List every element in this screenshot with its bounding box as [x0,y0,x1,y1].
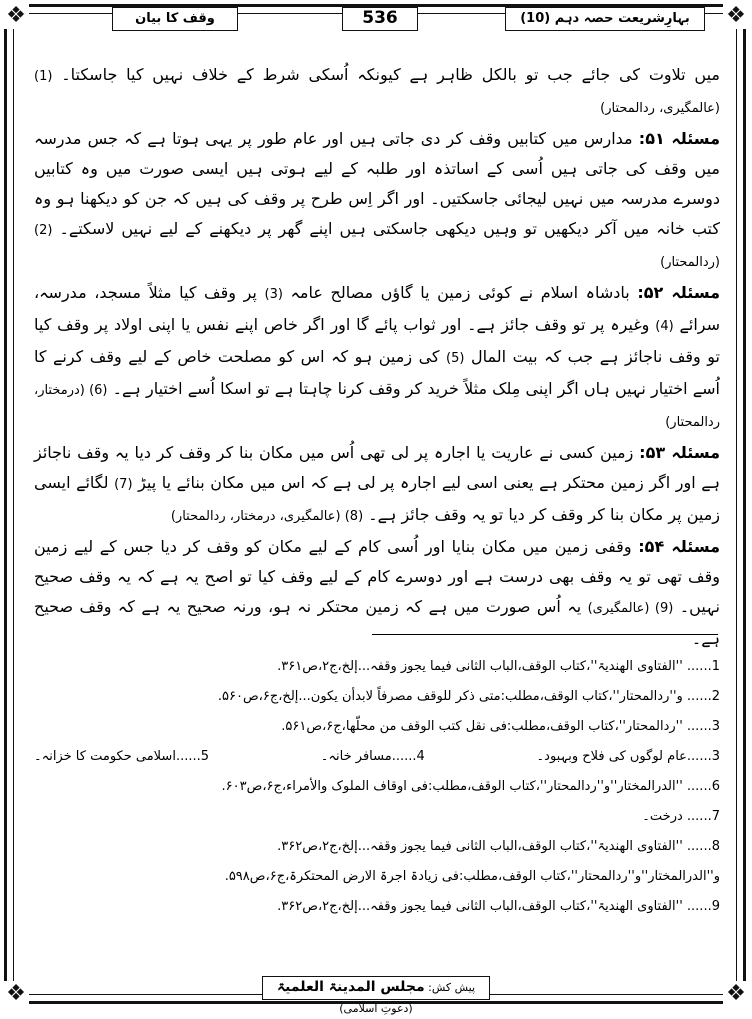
reference: (6) (درمختار، ردالمحتار) [34,383,720,430]
paragraph-intro [34,60,720,124]
masala-text: بادشاہ اسلام نے کوئی زمین یا گاؤں مصالح عامہ [290,283,630,302]
masala-text: یہ اُس صورت میں ہے کہ زمین محتکر نہ ہو، ورنہ صحیح یہ ہے کہ وقف صحیح ہے۔ [34,597,720,648]
footnote-item: 1...... ''الفتاوی الھندیۃ''،کتاب الوقف،الباب الثانی فیما یجوز وقفہ...إلخ،ج۲،ص۳۶۱. [277,659,720,674]
page-footer [262,976,490,1015]
footnotes [34,652,720,922]
footnote-item: 7...... درخت۔ [642,809,720,824]
reference: (1) (عالمگیری، ردالمحتار) [34,69,720,116]
masala-54 [34,532,720,654]
footnote-item: 6...... ''الدرالمختار''و''ردالمحتار''،کتاب الوقف،مطلب:فی اوقاف الملوک والأمراء،ج۶،ص۶۰۳. [221,779,720,794]
footnote-item: 3......عام لوگوں کی فلاح وبہبود۔ [536,749,720,764]
footnote-item: 3...... ''ردالمحتار''،کتاب الوقف،مطلب:فی نقل کتب الوقف من محلّھا،ج۶،ص۵۶۱. [281,719,720,734]
masala-text: زمین کسی نے عاریت یا اجارہ پر لی تھی اُس میں مکان بنا کر وقف کر دیا یہ وقف ناجائز ہے اور اگر زمین محتکر ہے یعنی اسی لیے اجارہ پر لی ہے کہ اس میں مکان بنائے یا پیڑ [34,443,721,492]
chapter-title: وقف کا بیان [112,7,238,31]
masala-label: مسئلہ ۵۳: [639,443,721,462]
page-number: 536 [342,7,418,31]
masala-text: پر وقف کیا مثلاً مسجد، مدرسہ، سرائے [34,283,720,334]
page-header [0,7,752,33]
footnote-item: 5......اسلامی حکومت کا خزانہ۔ [34,749,210,764]
footnote-marker: (5) [446,351,465,366]
masala-52 [34,278,720,438]
masala-text: لگائے ایسی زمین پر مکان بنا کر وقف کر دیا تو یہ وقف جائز ہے۔ [34,473,720,524]
masala-text: وغیرہ پر تو وقف جائز ہے۔ اور ثواب پائے گا اور اگر خاص اپنے نفس یا اپنی اولاد پر وقف کیا تو وقف ناجائز ہے جب کہ بیت المال [34,315,720,366]
footer-suffix: (دعوتِ اسلامی) [339,1002,413,1015]
masala-text: کی زمین ہو کہ اس کو مصلحت خاص کے لیے وقف کرنے کا اُسے اختیار نہیں ہاں اگر اپنی مِلک مثلاً خرید کر وقف کرنا چاہتا ہے تو اسکا اُسے اختیار ہے۔ [34,347,720,398]
footer-prefix: پیش کش: [428,981,476,994]
footnote-divider [372,634,718,635]
reference: (2) (ردالمحتار) [34,223,720,270]
paragraph-text: میں تلاوت کی جائے جب تو بالکل ظاہر ہے کیونکہ اُسکی شرط کے خلاف نہیں کیا جاسکتا۔ [61,65,721,84]
footnote-item: 8...... ''الفتاوی الھندیۃ''،کتاب الوقف،الباب الثانی فیما یجوز وقفہ...إلخ،ج۲،ص۳۶۲. [277,839,720,854]
masala-53 [34,438,720,532]
reference: (9) (عالمگیری) [587,601,674,616]
masala-51 [34,124,720,278]
corner-ornament-icon: ❖ [723,3,749,29]
reference: (8) (عالمگیری، درمختار، ردالمحتار) [170,509,364,524]
book-title: بہارِشریعت حصہ دہم (10) [505,7,705,31]
masala-label: مسئلہ ۵۱: [638,129,720,148]
publisher-name: مجلس المدینۃ العلمیۃ [276,979,425,995]
footnote-item: و''الدرالمختار''و''ردالمحتار''،کتاب الوقف،مطلب:فی زیادۃ اجرۃ الارض المحتکرۃ،ج۶،ص۵۹۸. [224,869,720,884]
footnote-item: 9...... ''الفتاوی الھندیۃ''،کتاب الوقف،الباب الثانی فیما یجوز وقفہ...إلخ،ج۲،ص۳۶۲. [277,899,720,914]
corner-ornament-icon: ❖ [3,3,29,29]
masala-label: مسئلہ ۵۲: [637,283,721,302]
masala-text: وقفی زمین میں مکان بنایا اور اُسی کام کے لیے مکان کو وقف کر دیا جس کے لیے زمین وقف تھی تو یہ وقف بھی درست ہے اور دوسرے کام کے لیے وقف کیا تو اصح یہ ہے کہ یہ وقف صحیح نہیں۔ [34,537,720,616]
footnote-row [34,742,720,772]
corner-ornament-icon: ❖ [3,981,29,1007]
footnote-marker: (4) [655,319,674,334]
footnote-marker: (3) [264,287,283,302]
main-text [34,60,720,654]
footnote-item: 2...... و''ردالمحتار''،کتاب الوقف،مطلب:متی ذکر للوقف مصرفاً لابدأن یکون...إلخ،ج۶،ص۵۶۰. [217,689,720,704]
footnote-item: 4......مسافر خانہ۔ [320,749,425,764]
masala-text: مدارس میں کتابیں وقف کر دی جاتی ہیں اور عام طور پر یہی ہوتا ہے کہ جس مدرسہ میں وقف کی جاتی ہیں اُسی کے اساتذہ اور طلبہ کے لیے ہوتی ہیں ایسی صورت میں وہ کتابیں دوسرے مدرسہ میں نہیں لیجائی جاسکتیں۔ اور اگر اِس طرح پر وقف کی ہیں کہ جن کو دیکھنا ہو وہ کتب خانہ میں آکر دیکھیں تو وہیں دیکھی جاسکتی ہیں اپنے گھر پر دیکھنے کے لیے نہیں لاسکتے۔ [34,129,720,238]
masala-label: مسئلہ ۵۴: [638,537,721,556]
corner-ornament-icon: ❖ [723,981,749,1007]
footnote-marker: (7) [114,477,133,492]
